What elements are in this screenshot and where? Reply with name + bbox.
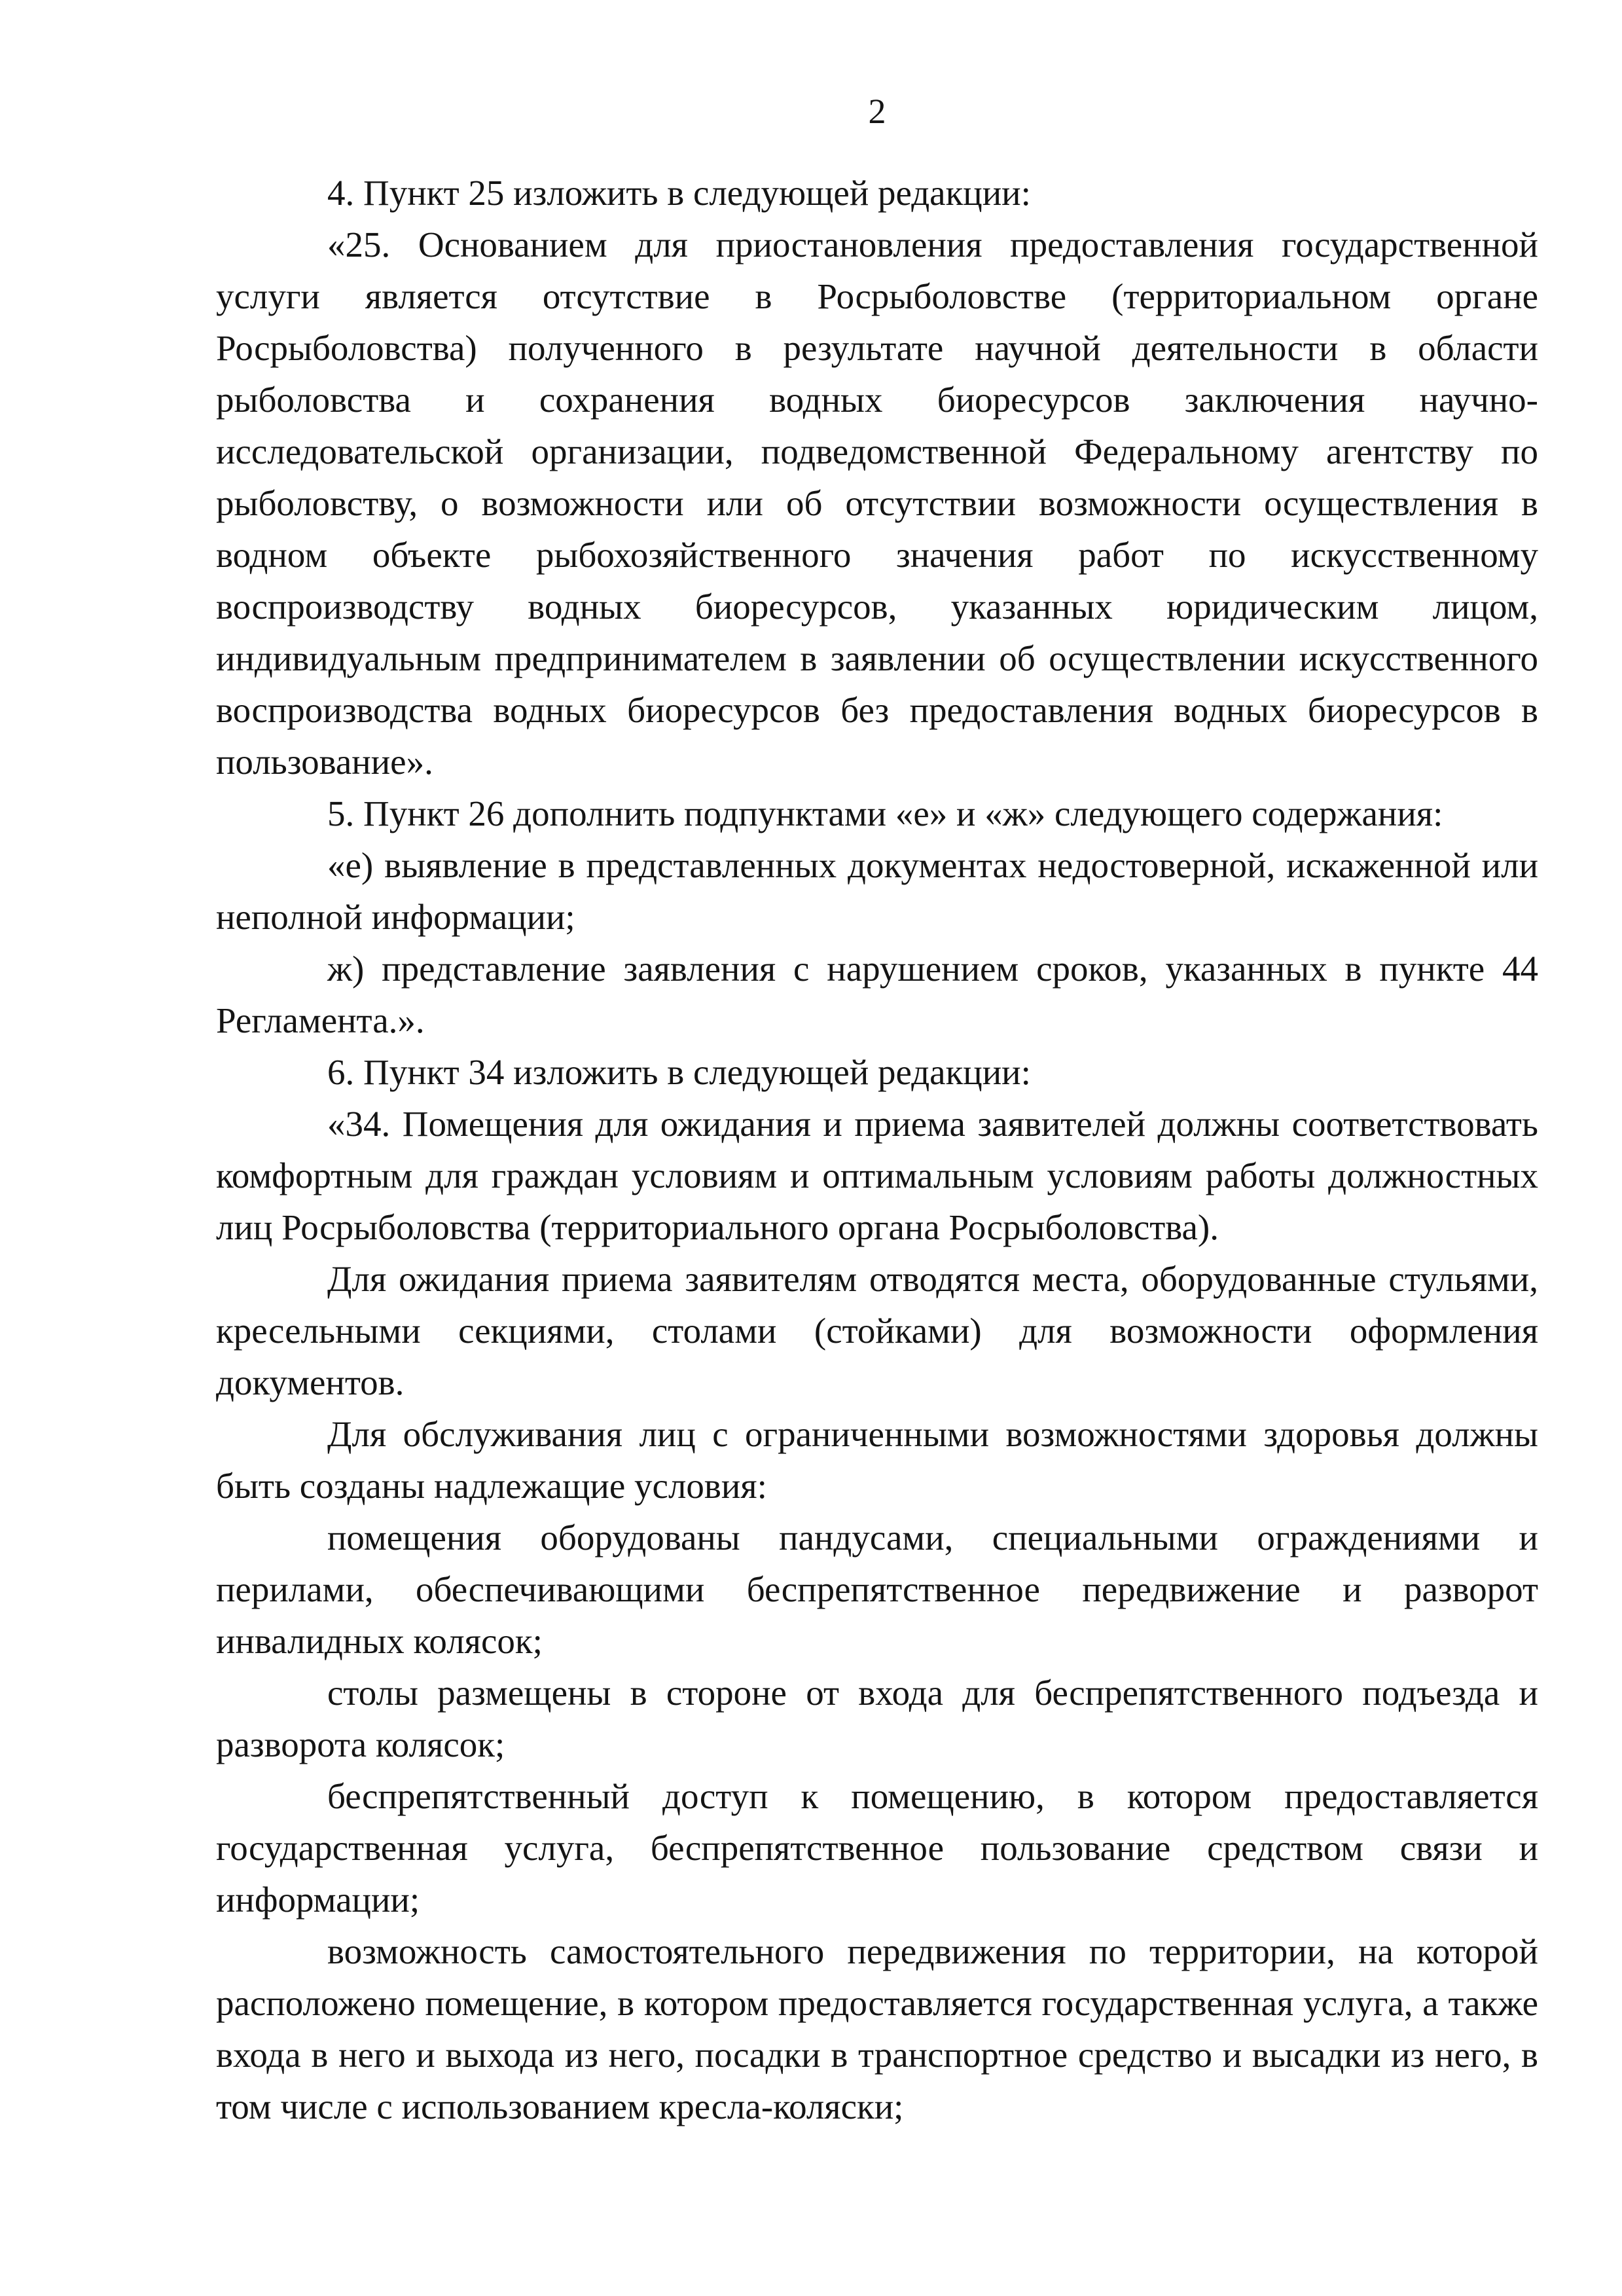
paragraph-item-4-heading: 4. Пункт 25 изложить в следующей редакции: (327, 173, 1031, 213)
paragraph-item-5-heading: 5. Пункт 26 дополнить подпунктами «е» и «ж» следующего содержания: (327, 793, 1443, 833)
paragraph-subitem-e: «е) выявление в представленных документах недостоверной, искаженной или неполной информации; (216, 845, 1538, 937)
paragraph-item-6-heading: 6. Пункт 34 изложить в следующей редакции: (327, 1052, 1031, 1092)
paragraph-subitem-zh: ж) представление заявления с нарушением сроков, указанных в пункте 44 Регламента.». (216, 949, 1538, 1040)
page-number: 2 (868, 92, 886, 131)
document-page (216, 79, 1538, 2239)
paragraph-tables-placement: столы размещены в стороне от входа для беспрепятственного подъезда и разворота колясок; (216, 1673, 1538, 1764)
paragraph-unobstructed-access: беспрепятственный доступ к помещению, в котором предоставляется государственная услуга, беспрепятственное пользование средством связи и информации; (216, 1776, 1538, 1920)
paragraph-ramps: помещения оборудованы пандусами, специальными ограждениями и перилами, обеспечивающими беспрепятственное передвижение и разворот инвалидных колясок; (216, 1518, 1538, 1661)
paragraph-waiting-places: Для ожидания приема заявителям отводятся места, оборудованные стульями, кресельными секциями, столами (стойками) для возможности оформления документов. (216, 1259, 1538, 1402)
document-body (216, 167, 1538, 2132)
paragraph-accessibility-intro: Для обслуживания лиц с ограниченными возможностями здоровья должны быть созданы надлежащие условия: (216, 1414, 1538, 1506)
paragraph-item-34-text: «34. Помещения для ожидания и приема заявителей должны соответствовать комфортным для граждан условиям и оптимальным условиям работы должностных лиц Росрыболовства (территориального органа Росрыболовства). (216, 1104, 1538, 1247)
paragraph-independent-movement: возможность самостоятельного передвижения по территории, на которой расположено помещение, в котором предоставляется государственная услуга, а также входа в него и выхода из него, посадки в транспортное средство и высадки из него, в том числе с использованием кресла-коляски; (216, 1931, 1538, 2126)
paragraph-item-25-text: «25. Основанием для приостановления предоставления государственной услуги является отсутствие в Росрыболовстве (территориальном органе Росрыболовства) полученного в результате научной деятельности в области рыболовства и сохранения водных биоресурсов заключения научно-исследовательской организации, подведомственной Федеральному агентству по рыболовству, о возможности или об отсутствии возможности осуществления в водном объекте рыбохозяйственного значения работ по искусственному воспроизводству водных биоресурсов, указанных юридическим лицом, индивидуальным предпринимателем в заявлении об осуществлении искусственного воспроизводства водных биоресурсов без предоставления водных биоресурсов в пользование». (216, 225, 1538, 782)
